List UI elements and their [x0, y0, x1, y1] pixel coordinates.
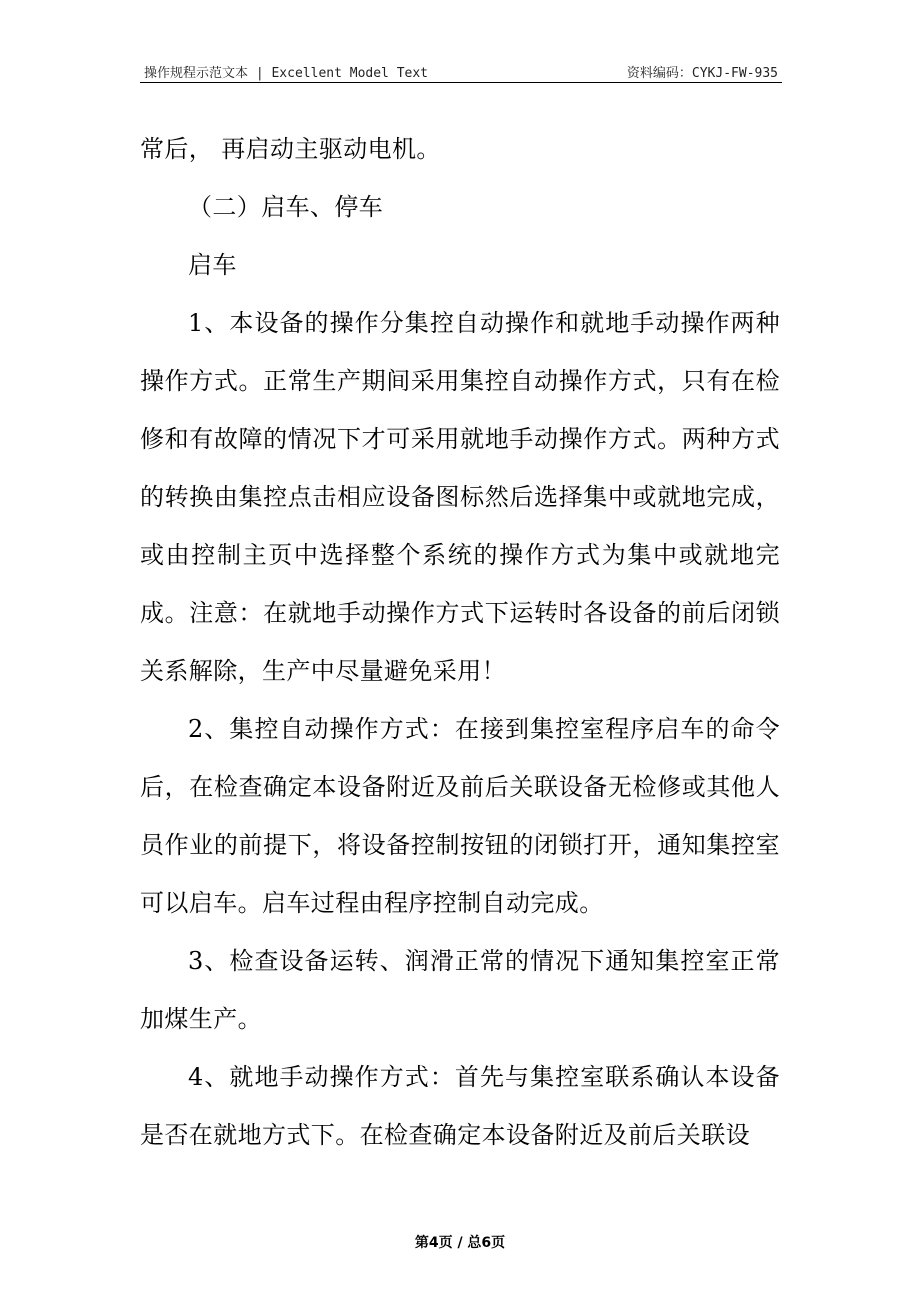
document-body [140, 120, 780, 1164]
subsection-heading: 启车 [188, 251, 237, 279]
document-code: 资料编码：CYKJ-FW-935 [626, 66, 778, 81]
page-number: 第4页 / 总6页 [414, 1235, 506, 1251]
paragraph-item-4: 4、就地手动操作方式：首先与集控室联系确认本设备是否在就地方式下。在检查确定本设备附近及前后关联设 [140, 1063, 780, 1149]
header-title: 操作规程示范文本 | Excellent Model Text [144, 66, 429, 81]
page-header [140, 58, 782, 83]
section-heading: （二）启车、停车 [188, 193, 384, 221]
paragraph-item-1: 1、本设备的操作分集控自动操作和就地手动操作两种操作方式。正常生产期间采用集控自动操作方式，只有在检修和有故障的情况下才可采用就地手动操作方式。两种方式的转换由集控点击相应设备图标然后选择集中或就地完成，或由控制主页中选择整个系统的操作方式为集中或就地完成。注意：在就地手动操作方式下运转时各设备的前后闭锁关系解除，生产中尽量避免采用！ [140, 309, 780, 685]
paragraph-item-2: 2、集控自动操作方式：在接到集控室程序启车的命令后，在检查确定本设备附近及前后关联设备无检修或其他人员作业的前提下，将设备控制按钮的闭锁打开，通知集控室可以启车。启车过程由程序控制自动完成。 [140, 715, 780, 917]
paragraph-continuation: 常后， 再启动主驱动电机。 [140, 135, 441, 163]
paragraph-item-3: 3、检查设备运转、润滑正常的情况下通知集控室正常加煤生产。 [140, 947, 780, 1033]
